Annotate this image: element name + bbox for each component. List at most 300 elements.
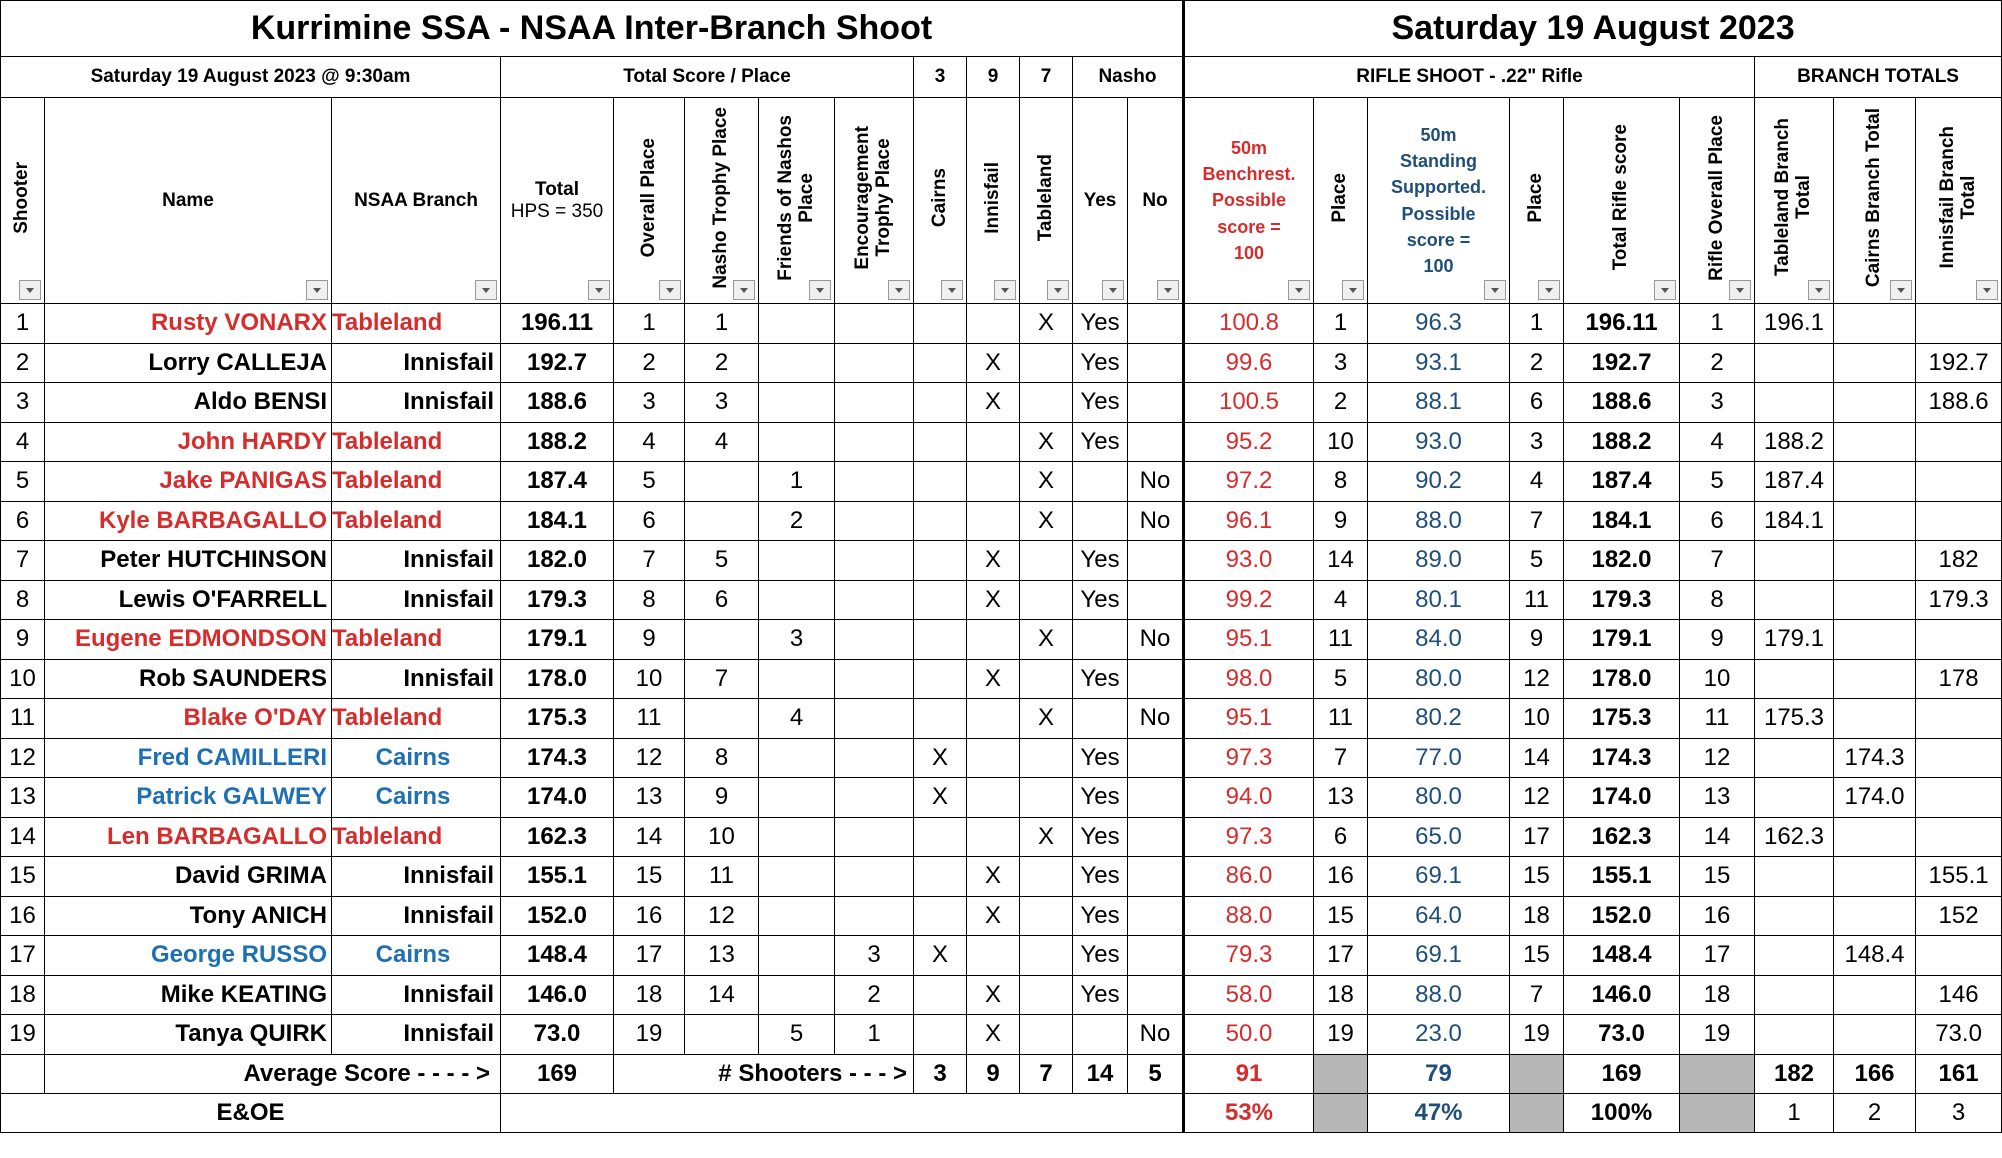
filter-dropdown-icon[interactable]	[1157, 280, 1179, 300]
rifle-total: 152.0	[1564, 896, 1680, 936]
total-score: 175.3	[501, 699, 614, 739]
col-innisfail-total-label	[1938, 126, 1980, 269]
filter-dropdown-icon[interactable]	[1976, 280, 1998, 300]
nasho-yes: Yes	[1073, 541, 1128, 581]
shooter-branch: Cairns	[332, 936, 501, 976]
tableland-branch-total: 196.1	[1755, 304, 1834, 344]
benchrest-place: 7	[1314, 738, 1368, 778]
tableland-branch-total	[1755, 738, 1834, 778]
standing-score: 69.1	[1368, 857, 1510, 897]
friends-place	[759, 343, 835, 383]
stand-h6: 100	[1423, 255, 1454, 276]
col-branch	[332, 98, 501, 304]
innisfail-branch-total: 192.7	[1916, 343, 2002, 383]
shooter-name: Lorry CALLEJA	[45, 343, 332, 383]
encouragement-place	[835, 659, 914, 699]
cairns-count-header: 3	[914, 57, 967, 98]
rifle-overall-place: 7	[1680, 541, 1755, 581]
tableland-mark: X	[1020, 699, 1073, 739]
shooter-branch: Innisfail	[332, 383, 501, 423]
standing-score: 23.0	[1368, 1015, 1510, 1055]
filter-dropdown-icon[interactable]	[19, 280, 41, 300]
table-row	[1, 738, 2002, 778]
rifle-overall-place: 18	[1680, 975, 1755, 1015]
rifle-total: 178.0	[1564, 659, 1680, 699]
shooters-count-label: # Shooters - - - >	[614, 1054, 914, 1093]
col-nasho-trophy-label: Nasho Trophy Place	[710, 106, 732, 289]
filter-dropdown-icon[interactable]	[1047, 280, 1069, 300]
benchrest-place: 10	[1314, 422, 1368, 462]
standing-score: 90.2	[1368, 462, 1510, 502]
tableland-count: 7	[1020, 1054, 1073, 1093]
standing-score: 80.0	[1368, 659, 1510, 699]
total-score: 148.4	[501, 936, 614, 976]
cairns-mark	[914, 857, 967, 897]
shooter-branch: Cairns	[332, 778, 501, 818]
filter-dropdown-icon[interactable]	[733, 280, 755, 300]
benchrest-place: 1	[1314, 304, 1368, 344]
average-total: 169	[501, 1054, 614, 1093]
nasho-no	[1128, 580, 1184, 620]
total-score: 146.0	[501, 975, 614, 1015]
cairns-branch-total	[1834, 659, 1916, 699]
shooter-branch: Innisfail	[332, 896, 501, 936]
col-total	[501, 98, 614, 304]
rifle-overall-place: 9	[1680, 620, 1755, 660]
overall-place: 3	[614, 383, 685, 423]
filter-dropdown-icon[interactable]	[1890, 280, 1912, 300]
tableland-branch-total	[1755, 975, 1834, 1015]
tableland-mark: X	[1020, 501, 1073, 541]
total-score: 184.1	[501, 501, 614, 541]
rifle-overall-place: 12	[1680, 738, 1755, 778]
shooter-number: 8	[1, 580, 45, 620]
benchrest-score: 93.0	[1184, 541, 1314, 581]
standing-place: 1	[1510, 304, 1564, 344]
standing-place: 10	[1510, 699, 1564, 739]
innisfail-branch-total: 178	[1916, 659, 2002, 699]
filter-dropdown-icon[interactable]	[1654, 280, 1676, 300]
rifle-total: 184.1	[1564, 501, 1680, 541]
col-benchrest	[1184, 98, 1314, 304]
standing-place: 15	[1510, 936, 1564, 976]
nasho-header: Nasho	[1073, 57, 1184, 98]
rifle-overall-place: 5	[1680, 462, 1755, 502]
no-count: 5	[1128, 1054, 1184, 1093]
tableland-mark	[1020, 936, 1073, 976]
innisfail-mark	[967, 422, 1020, 462]
friends-place	[759, 738, 835, 778]
nasho-no	[1128, 936, 1184, 976]
innisfail-mark: X	[967, 1015, 1020, 1055]
shooter-number: 13	[1, 778, 45, 818]
friends-place	[759, 857, 835, 897]
overall-place: 19	[614, 1015, 685, 1055]
col-friends-line1: Friends of Nashos	[774, 114, 796, 281]
nasho-trophy-place	[685, 501, 759, 541]
benchrest-place: 18	[1314, 975, 1368, 1015]
total-score: 188.2	[501, 422, 614, 462]
cairns-branch-total	[1834, 699, 1916, 739]
filter-dropdown-icon[interactable]	[1484, 280, 1506, 300]
col-name	[45, 98, 332, 304]
total-score: 73.0	[501, 1015, 614, 1055]
col-innisfail-label: Innisfail	[981, 161, 1003, 234]
filter-dropdown-icon[interactable]	[475, 280, 497, 300]
stand-h1: 50m	[1420, 125, 1457, 146]
standing-score: 84.0	[1368, 620, 1510, 660]
tableland-mark	[1020, 541, 1073, 581]
col-standing	[1368, 98, 1510, 304]
col-cairns-label: Cairns	[928, 167, 950, 228]
gray-cell	[1510, 1054, 1564, 1093]
table-row	[1, 975, 2002, 1015]
shooter-branch: Innisfail	[332, 857, 501, 897]
nasho-yes: Yes	[1073, 896, 1128, 936]
rifle-overall-place: 1	[1680, 304, 1755, 344]
it-h2: Total	[1957, 175, 1979, 220]
shooter-branch: Innisfail	[332, 580, 501, 620]
rifle-overall-place: 4	[1680, 422, 1755, 462]
nasho-yes: Yes	[1073, 778, 1128, 818]
cairns-branch-total	[1834, 620, 1916, 660]
table-row	[1, 778, 2002, 818]
innisfail-branch-total: 146	[1916, 975, 2002, 1015]
innisfail-mark: X	[967, 383, 1020, 423]
standing-place: 17	[1510, 817, 1564, 857]
col-encouragement	[835, 98, 914, 304]
nasho-no: No	[1128, 699, 1184, 739]
nasho-yes: Yes	[1073, 304, 1128, 344]
filter-dropdown-icon[interactable]	[659, 280, 681, 300]
benchrest-score: 97.2	[1184, 462, 1314, 502]
benchrest-score: 86.0	[1184, 857, 1314, 897]
standing-place: 15	[1510, 857, 1564, 897]
nasho-yes: Yes	[1073, 343, 1128, 383]
benchrest-score: 58.0	[1184, 975, 1314, 1015]
col-tableland-total-label	[1773, 118, 1815, 276]
nasho-trophy-place: 3	[685, 383, 759, 423]
stand-h5: score =	[1406, 229, 1471, 250]
tableland-count-header: 7	[1020, 57, 1073, 98]
benchrest-place: 15	[1314, 896, 1368, 936]
nasho-yes: Yes	[1073, 975, 1128, 1015]
table-row	[1, 580, 2002, 620]
encouragement-place	[835, 857, 914, 897]
benchrest-place: 2	[1314, 383, 1368, 423]
cairns-branch-total	[1834, 501, 1916, 541]
nasho-no: No	[1128, 501, 1184, 541]
rifle-overall-place: 14	[1680, 817, 1755, 857]
shooter-name: Lewis O'FARRELL	[45, 580, 332, 620]
standing-score: 93.1	[1368, 343, 1510, 383]
innisfail-branch-total	[1916, 304, 2002, 344]
nasho-no	[1128, 738, 1184, 778]
nasho-trophy-place	[685, 699, 759, 739]
benchrest-score: 98.0	[1184, 659, 1314, 699]
col-innisfail-total	[1916, 98, 2002, 304]
tableland-mark	[1020, 738, 1073, 778]
tableland-branch-total	[1755, 1015, 1834, 1055]
overall-place: 13	[614, 778, 685, 818]
col-stand-place	[1510, 98, 1564, 304]
shooter-name: Eugene EDMONDSON	[45, 620, 332, 660]
filter-dropdown-icon[interactable]	[994, 280, 1016, 300]
bench-h2: Benchrest.	[1202, 164, 1296, 185]
table-row	[1, 343, 2002, 383]
rifle-total: 155.1	[1564, 857, 1680, 897]
innisfail-mark	[967, 501, 1020, 541]
filter-dropdown-icon[interactable]	[1538, 280, 1560, 300]
tableland-branch-total	[1755, 343, 1834, 383]
tableland-branch-total	[1755, 896, 1834, 936]
filter-dropdown-icon[interactable]	[306, 280, 328, 300]
filter-dropdown-icon[interactable]	[888, 280, 910, 300]
rifle-percent: 100%	[1564, 1093, 1680, 1132]
friends-place: 5	[759, 1015, 835, 1055]
overall-place: 7	[614, 541, 685, 581]
col-overall-place-label: Overall Place	[637, 137, 659, 258]
bench-h5: 100	[1233, 242, 1265, 263]
friends-place	[759, 580, 835, 620]
standing-percent: 47%	[1368, 1093, 1510, 1132]
innisfail-mark	[967, 936, 1020, 976]
nasho-yes: Yes	[1073, 659, 1128, 699]
col-no	[1128, 98, 1184, 304]
friends-place	[759, 817, 835, 857]
rifle-total: 179.1	[1564, 620, 1680, 660]
nasho-no	[1128, 304, 1184, 344]
shooter-name: Mike KEATING	[45, 975, 332, 1015]
filter-dropdown-icon[interactable]	[1102, 280, 1124, 300]
standing-score: 64.0	[1368, 896, 1510, 936]
tableland-mark	[1020, 975, 1073, 1015]
shooter-number: 5	[1, 462, 45, 502]
nasho-trophy-place: 11	[685, 857, 759, 897]
cairns-branch-total	[1834, 304, 1916, 344]
cairns-mark	[914, 817, 967, 857]
filter-dropdown-icon[interactable]	[941, 280, 963, 300]
shooter-name: David GRIMA	[45, 857, 332, 897]
footer-blank	[1, 1054, 45, 1093]
innisfail-branch-total: 188.6	[1916, 383, 2002, 423]
rifle-total: 188.6	[1564, 383, 1680, 423]
innisfail-average: 161	[1916, 1054, 2002, 1093]
shooter-name: John HARDY	[45, 422, 332, 462]
standing-score: 80.1	[1368, 580, 1510, 620]
table-row	[1, 817, 2002, 857]
total-score: 179.1	[501, 620, 614, 660]
filter-dropdown-icon[interactable]	[1808, 280, 1830, 300]
cairns-branch-total: 174.0	[1834, 778, 1916, 818]
nasho-yes: Yes	[1073, 580, 1128, 620]
benchrest-score: 97.3	[1184, 817, 1314, 857]
nasho-trophy-place: 14	[685, 975, 759, 1015]
shooter-name: Rob SAUNDERS	[45, 659, 332, 699]
shooter-name: Aldo BENSI	[45, 383, 332, 423]
benchrest-score: 95.1	[1184, 620, 1314, 660]
encouragement-place	[835, 541, 914, 581]
rifle-overall-place: 10	[1680, 659, 1755, 699]
overall-place: 2	[614, 343, 685, 383]
cairns-branch-total	[1834, 975, 1916, 1015]
nasho-no	[1128, 778, 1184, 818]
shooter-branch: Innisfail	[332, 659, 501, 699]
innisfail-mark	[967, 620, 1020, 660]
friends-place	[759, 896, 835, 936]
tableland-mark	[1020, 896, 1073, 936]
col-overall-place	[614, 98, 685, 304]
total-score: 179.3	[501, 580, 614, 620]
tableland-branch-total: 188.2	[1755, 422, 1834, 462]
cairns-mark	[914, 383, 967, 423]
rifle-overall-place: 11	[1680, 699, 1755, 739]
benchrest-score: 79.3	[1184, 936, 1314, 976]
standing-place: 11	[1510, 580, 1564, 620]
stand-h3: Supported.	[1391, 177, 1486, 198]
shooter-number: 18	[1, 975, 45, 1015]
total-score: 152.0	[501, 896, 614, 936]
cairns-mark	[914, 1015, 967, 1055]
benchrest-percent: 53%	[1184, 1093, 1314, 1132]
rifle-total: 192.7	[1564, 343, 1680, 383]
nasho-no: No	[1128, 462, 1184, 502]
nasho-trophy-place	[685, 462, 759, 502]
standing-place: 18	[1510, 896, 1564, 936]
cairns-mark	[914, 304, 967, 344]
table-row	[1, 896, 2002, 936]
nasho-no: No	[1128, 1015, 1184, 1055]
nasho-no	[1128, 343, 1184, 383]
overall-place: 5	[614, 462, 685, 502]
encouragement-place	[835, 580, 914, 620]
cairns-mark	[914, 462, 967, 502]
filter-dropdown-icon[interactable]	[588, 280, 610, 300]
nasho-trophy-place	[685, 620, 759, 660]
innisfail-branch-total: 73.0	[1916, 1015, 2002, 1055]
sheet-date-title: Saturday 19 August 2023	[1184, 1, 2002, 57]
encouragement-place	[835, 501, 914, 541]
col-encouragement-label	[853, 126, 895, 270]
nasho-trophy-place: 10	[685, 817, 759, 857]
rifle-total: 174.3	[1564, 738, 1680, 778]
benchrest-place: 11	[1314, 699, 1368, 739]
tt-h2: Total	[1793, 175, 1814, 220]
tableland-mark: X	[1020, 817, 1073, 857]
friends-place: 1	[759, 462, 835, 502]
rifle-overall-place: 2	[1680, 343, 1755, 383]
benchrest-score: 97.3	[1184, 738, 1314, 778]
shooter-number: 17	[1, 936, 45, 976]
rifle-total: 174.0	[1564, 778, 1680, 818]
col-nasho-trophy	[685, 98, 759, 304]
filter-dropdown-icon[interactable]	[1288, 280, 1310, 300]
table-row	[1, 659, 2002, 699]
overall-place: 6	[614, 501, 685, 541]
shooter-name: Tanya QUIRK	[45, 1015, 332, 1055]
innisfail-mark	[967, 738, 1020, 778]
shooter-name: Jake PANIGAS	[45, 462, 332, 502]
encouragement-place	[835, 620, 914, 660]
sheet-title: Kurrimine SSA - NSAA Inter-Branch Shoot	[1, 1, 1184, 57]
col-friends-label	[776, 115, 818, 281]
rifle-overall-place: 19	[1680, 1015, 1755, 1055]
innisfail-branch-total: 179.3	[1916, 580, 2002, 620]
total-score-place-header: Total Score / Place	[501, 57, 914, 98]
nasho-yes	[1073, 462, 1128, 502]
stand-h2: Standing	[1400, 151, 1477, 172]
cairns-mark	[914, 541, 967, 581]
col-total-hps: HPS = 350	[510, 200, 604, 222]
innisfail-mark: X	[967, 975, 1020, 1015]
col-bench-place-label: Place	[1329, 172, 1351, 223]
nasho-trophy-place: 5	[685, 541, 759, 581]
rifle-total: 179.3	[1564, 580, 1680, 620]
branch-totals-header: BRANCH TOTALS	[1755, 57, 2002, 98]
filter-dropdown-icon[interactable]	[1342, 280, 1364, 300]
nasho-no	[1128, 541, 1184, 581]
friends-place	[759, 383, 835, 423]
filter-dropdown-icon[interactable]	[1729, 280, 1751, 300]
standing-average: 79	[1368, 1054, 1510, 1093]
gray-cell	[1314, 1054, 1368, 1093]
nasho-trophy-place: 4	[685, 422, 759, 462]
standing-place: 2	[1510, 343, 1564, 383]
bench-h3: Possible	[1211, 190, 1287, 211]
nasho-no: No	[1128, 620, 1184, 660]
cairns-branch-total	[1834, 422, 1916, 462]
col-shooter	[1, 98, 45, 304]
friends-place	[759, 659, 835, 699]
nasho-yes	[1073, 1015, 1128, 1055]
nasho-trophy-place: 13	[685, 936, 759, 976]
innisfail-branch-total: 155.1	[1916, 857, 2002, 897]
eoe-text: E&OE	[216, 1098, 285, 1126]
innisfail-branch-total	[1916, 778, 2002, 818]
cairns-mark: X	[914, 738, 967, 778]
benchrest-score: 99.2	[1184, 580, 1314, 620]
cairns-rank: 2	[1834, 1093, 1916, 1132]
standing-score: 96.3	[1368, 304, 1510, 344]
shooter-branch: Tableland	[332, 462, 501, 502]
tableland-mark	[1020, 857, 1073, 897]
nasho-yes: Yes	[1073, 422, 1128, 462]
cairns-mark	[914, 699, 967, 739]
table-row	[1, 857, 2002, 897]
overall-place: 18	[614, 975, 685, 1015]
tableland-branch-total	[1755, 936, 1834, 976]
shooter-number: 6	[1, 501, 45, 541]
cairns-count: 3	[914, 1054, 967, 1093]
col-tableland-label: Tableland	[1034, 153, 1056, 242]
rifle-total: 148.4	[1564, 936, 1680, 976]
innisfail-count: 9	[967, 1054, 1020, 1093]
benchrest-place: 3	[1314, 343, 1368, 383]
nasho-yes: Yes	[1073, 936, 1128, 976]
overall-place: 11	[614, 699, 685, 739]
encouragement-place	[835, 738, 914, 778]
shooter-branch: Tableland	[332, 422, 501, 462]
friends-place	[759, 778, 835, 818]
shooter-name: Len BARBAGALLO	[45, 817, 332, 857]
table-row	[1, 462, 2002, 502]
table-row	[1, 1015, 2002, 1055]
innisfail-branch-total	[1916, 422, 2002, 462]
filter-dropdown-icon[interactable]	[809, 280, 831, 300]
benchrest-score: 95.2	[1184, 422, 1314, 462]
shooter-number: 12	[1, 738, 45, 778]
total-score: 174.3	[501, 738, 614, 778]
